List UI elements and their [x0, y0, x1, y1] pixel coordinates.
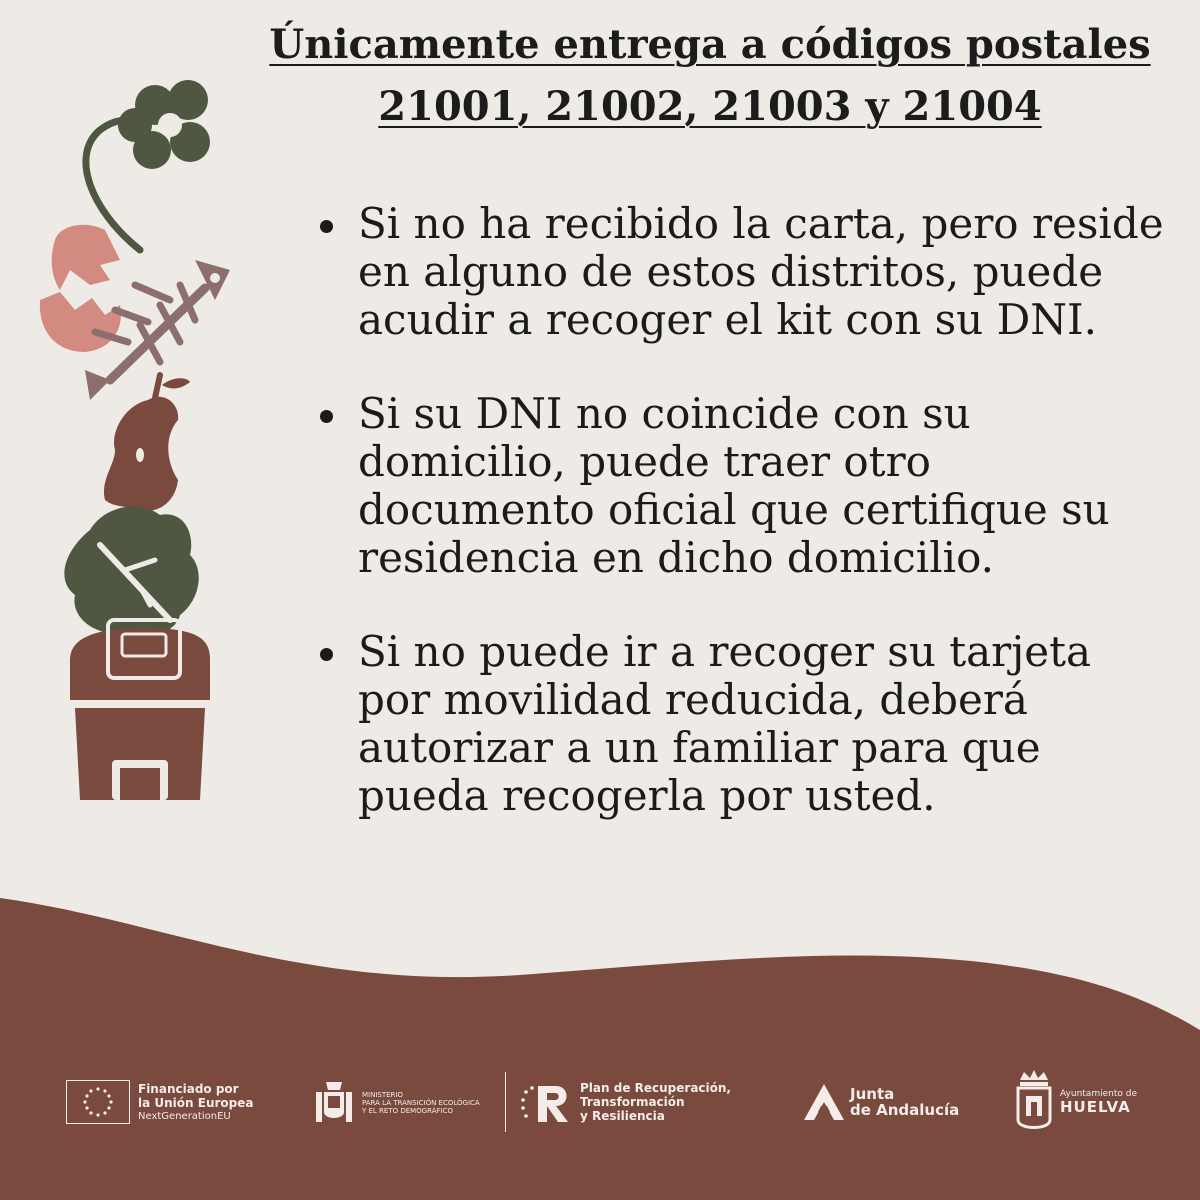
ministerio-logo: [312, 1078, 480, 1128]
eu-flag-icon: [66, 1080, 130, 1124]
junta-line-1: Junta: [850, 1085, 895, 1103]
apple-core-icon: [104, 375, 190, 511]
coat-of-arms-icon: [312, 1078, 356, 1128]
sponsor-logos: [0, 1060, 1200, 1150]
footer-wave: [0, 880, 1200, 1200]
compost-bin-icon: [66, 620, 214, 800]
list-item: Si su DNI no coincide con su domicilio, puede traer otro documento oficial que certifique su residencia en dicho domicilio.: [312, 390, 1172, 582]
plan-line-2: Transformación: [580, 1095, 685, 1109]
eu-logo: [66, 1080, 253, 1124]
title-line-1: Únicamente entrega a códigos postales: [269, 21, 1151, 68]
lettuce-leaf-icon: [64, 507, 198, 636]
list-item: Si no ha recibido la carta, pero reside en alguno de estos distritos, puede acudir a recoger el kit con su DNI.: [312, 200, 1172, 344]
ministerio-line-3: Y EL RETO DEMOGRÁFICO: [362, 1107, 453, 1115]
plan-line-1: Plan de Recuperación,: [580, 1081, 731, 1095]
logo-divider: [505, 1072, 506, 1132]
eu-line-1: Financiado por: [138, 1081, 239, 1096]
info-list: [312, 200, 1172, 866]
compost-illustration: [30, 60, 260, 820]
flower-icon: [86, 80, 210, 250]
plan-line-3: y Resiliencia: [580, 1109, 665, 1123]
huelva-line-1: Ayuntamiento de: [1060, 1088, 1137, 1099]
ministerio-line-2: PARA LA TRANSICIÓN ECOLÓGICA: [362, 1099, 480, 1107]
page-title: [250, 14, 1170, 138]
eu-line-3: NextGenerationEU: [138, 1110, 231, 1122]
junta-line-2: de Andalucía: [850, 1101, 960, 1119]
huelva-line-2: HUELVA: [1060, 1097, 1131, 1116]
eu-line-2: la Unión Europea: [138, 1095, 254, 1110]
title-line-2: 21001, 21002, 21003 y 21004: [378, 83, 1042, 130]
list-item: Si no puede ir a recoger su tarjeta por movilidad reducida, deberá autorizar a un familiar para que pueda recogerla por usted.: [312, 628, 1172, 820]
ministerio-line-1: MINISTERIO: [362, 1091, 403, 1099]
